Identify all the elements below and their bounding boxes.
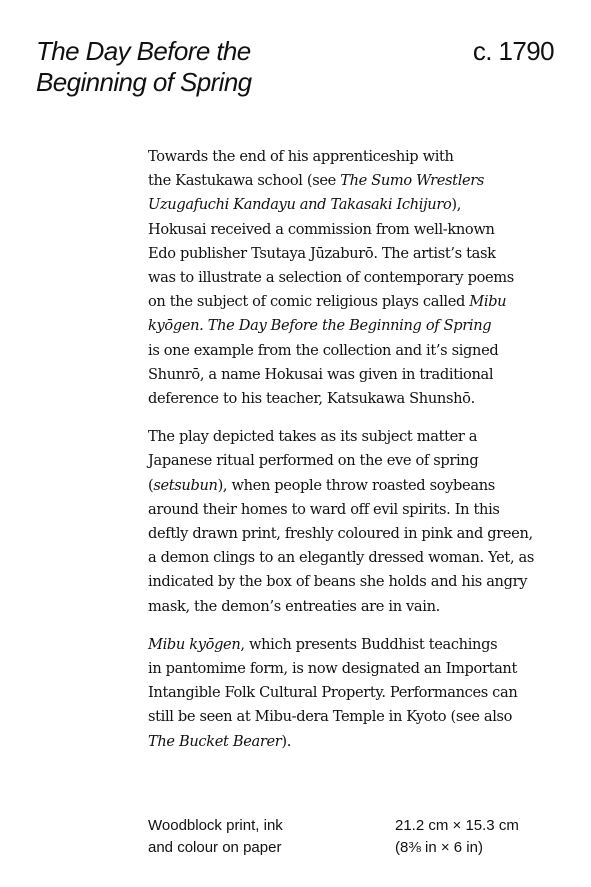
text-run: The play depicted takes as its subject matter a	[148, 428, 478, 446]
text-line	[148, 498, 563, 522]
text-line	[148, 266, 563, 290]
text-run: ).	[281, 732, 292, 750]
medium-caption	[148, 815, 283, 859]
dimensions-line: (8⅜ in × 6 in)	[395, 839, 483, 856]
body-paragraph	[148, 633, 563, 754]
text-line	[148, 218, 563, 242]
text-run: the Kastukawa school (see	[148, 172, 341, 190]
text-run: ),	[451, 196, 462, 214]
text-run: is one example from the collection and it’s signed	[148, 341, 499, 359]
text-line	[148, 705, 563, 729]
body-paragraph	[148, 145, 563, 411]
text-run: Edo publisher Tsutaya Jūzaburō. The artist’s task	[148, 244, 496, 262]
text-run: ), when people throw roasted soybeans	[217, 476, 495, 494]
text-line	[148, 570, 563, 594]
title-line: The Day Before the	[36, 36, 251, 66]
text-line	[148, 363, 563, 387]
text-run: (	[148, 476, 154, 494]
text-line	[148, 290, 563, 314]
text-run: around their homes to ward off evil spirits. In this	[148, 500, 500, 518]
text-line	[148, 474, 563, 498]
text-line	[148, 242, 563, 266]
text-line	[148, 314, 563, 338]
text-run: Intangible Folk Cultural Property. Performances can	[148, 684, 518, 702]
text-run: still be seen at Mibu-dera Temple in Kyoto (see also	[148, 708, 513, 726]
dimensions-caption	[395, 815, 519, 859]
medium-line: Woodblock print, ink	[148, 817, 283, 834]
text-run: mask, the demon’s entreaties are in vain.	[148, 597, 440, 615]
italic-run: Mibu	[469, 293, 507, 311]
italic-run: Uzugafuchi Kandayu and Takasaki Ichijuro	[148, 196, 452, 214]
body-paragraph	[148, 425, 563, 619]
text-run: indicated by the box of beans she holds and his angry	[148, 573, 528, 591]
text-run: Japanese ritual performed on the eve of spring	[148, 452, 479, 470]
text-line	[148, 169, 563, 193]
text-line	[148, 595, 563, 619]
text-line	[148, 339, 563, 363]
text-run: Hokusai received a commission from well-known	[148, 220, 495, 238]
italic-run: The Bucket Bearer	[148, 732, 282, 750]
text-run: a demon clings to an elegantly dressed woman. Yet, as	[148, 549, 535, 567]
text-run: on the subject of comic religious plays called	[148, 293, 470, 311]
italic-run: setsubun	[153, 476, 218, 494]
text-line	[148, 546, 563, 570]
description-body	[148, 145, 563, 768]
italic-run: Mibu kyōgen	[148, 635, 241, 653]
text-run: deference to his teacher, Katsukawa Shunshō.	[148, 390, 475, 408]
artwork-date: c. 1790	[472, 36, 554, 66]
text-line	[148, 730, 563, 754]
text-run: in pantomime form, is now designated an Important	[148, 660, 517, 678]
text-line	[148, 145, 563, 169]
text-run: , which presents Buddhist teachings	[240, 635, 498, 653]
italic-run: The Sumo Wrestlers	[340, 172, 485, 190]
artwork-title	[36, 36, 252, 98]
text-run: Towards the end of his apprenticeship with	[148, 148, 454, 165]
text-run: deftly drawn print, freshly coloured in pink and green,	[148, 525, 533, 543]
text-line	[148, 657, 563, 681]
text-line	[148, 681, 563, 705]
text-run: was to illustrate a selection of contemporary poems	[148, 269, 514, 287]
dimensions-line: 21.2 cm × 15.3 cm	[395, 817, 519, 834]
italic-run: kyōgen. The Day Before the Beginning of Spring	[148, 317, 492, 335]
text-run: Shunrō, a name Hokusai was given in traditional	[148, 365, 494, 383]
text-line	[148, 425, 563, 449]
text-line	[148, 387, 563, 411]
medium-line: and colour on paper	[148, 839, 282, 856]
text-line	[148, 633, 563, 657]
text-line	[148, 449, 563, 473]
text-line	[148, 522, 563, 546]
title-line: Beginning of Spring	[36, 67, 252, 97]
text-line	[148, 193, 563, 217]
